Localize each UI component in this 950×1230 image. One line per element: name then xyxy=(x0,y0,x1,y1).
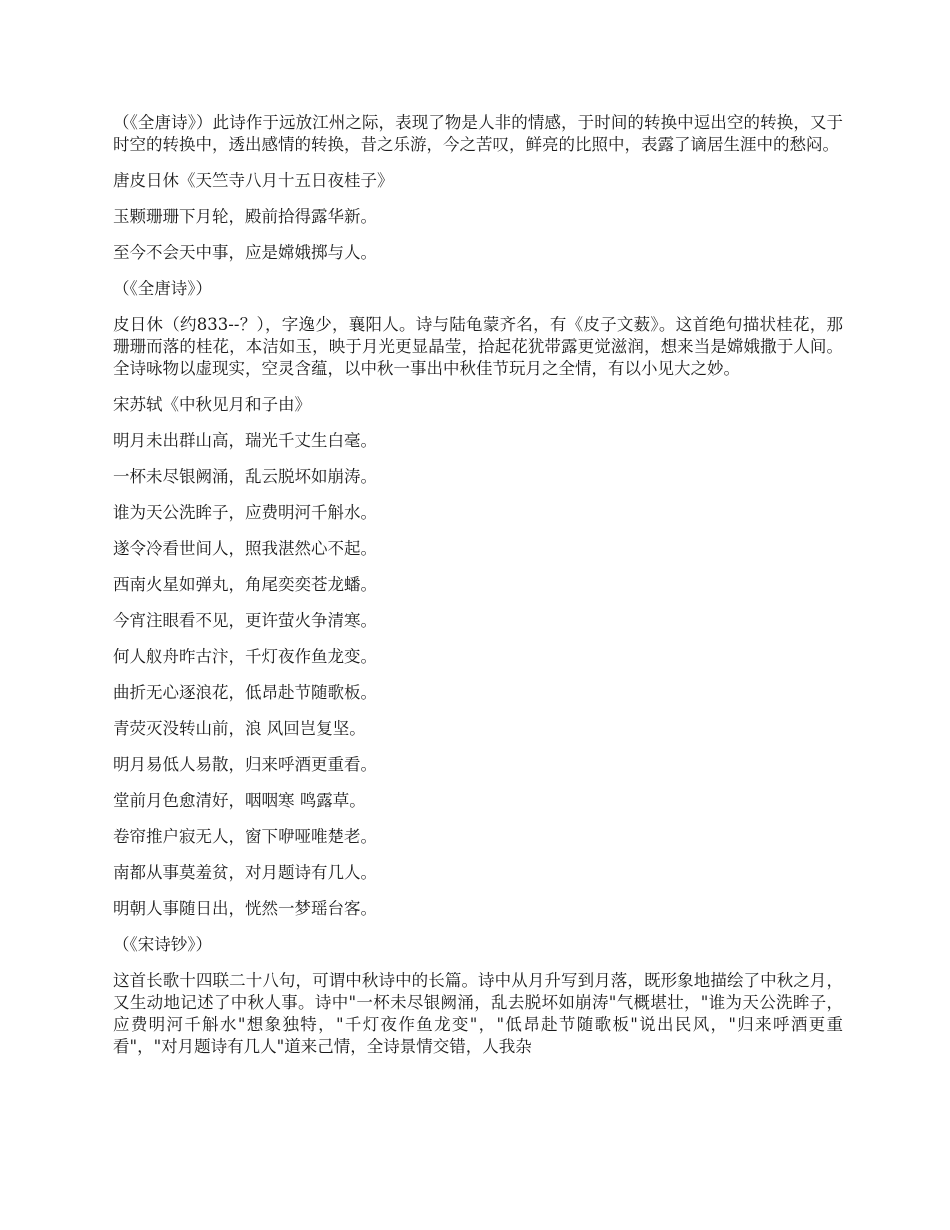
poem-line: 青荧灭没转山前，浪 风回岂复坚。 xyxy=(113,719,366,738)
paragraph-commentary-pirixiu: 皮日休（约833--？），字逸少，襄阳人。诗与陆龟蒙齐名，有《皮子文薮》。这首绝句描状桂花，那珊珊而落的桂花，本洁如玉，映于月光更显晶莹，拾起花犹带露更觉滋润，想来当是嫦娥撒于人间。全诗咏物以虚现实，空灵含蕴，以中秋一事出中秋佳节玩月之全情，有以小见大之妙。 xyxy=(113,315,843,378)
poem-title-pirixiu: 唐皮日休《天竺寺八月十五日夜桂子》 xyxy=(113,171,394,190)
poem-line: 何人舣舟昨古汴，千灯夜作鱼龙变。 xyxy=(113,647,377,666)
poem-source: （《全唐诗》） xyxy=(113,279,212,298)
poem-line: 玉颗珊珊下月轮，殿前拾得露华新。 xyxy=(113,207,377,226)
poem-line: 明月易低人易散，归来呼酒更重看。 xyxy=(113,755,377,774)
poem-line: 曲折无心逐浪花，低昂赴节随歌板。 xyxy=(113,683,377,702)
poem-line: 西南火星如弹丸，角尾奕奕苍龙蟠。 xyxy=(113,575,377,594)
poem-line: 遂令冷看世间人，照我湛然心不起。 xyxy=(113,539,377,558)
poem-line: 明月未出群山高，瑞光千丈生白毫。 xyxy=(113,431,377,450)
poem-line: 南都从事莫羞贫，对月题诗有几人。 xyxy=(113,863,377,882)
poem-line: 卷帘推户寂无人，窗下咿哑唯楚老。 xyxy=(113,827,377,846)
poem-line: 堂前月色愈清好，咽咽寒 鸣露草。 xyxy=(113,791,366,810)
poem-line: 至今不会天中事，应是嫦娥掷与人。 xyxy=(113,243,377,262)
poem-line: 明朝人事随日出，恍然一梦瑶台客。 xyxy=(113,899,377,918)
paragraph-intro: （《全唐诗》）此诗作于远放江州之际，表现了物是人非的情感，于时间的转换中逗出空的转换，又于时空的转换中，透出感情的转换，昔之乐游，今之苦叹，鲜亮的比照中，表露了谪居生涯中的愁闷。 xyxy=(113,113,843,154)
document-page xyxy=(113,112,843,1072)
poem-line: 一杯未尽银阙涌，乱云脱坏如崩涛。 xyxy=(113,467,377,486)
poem-line: 谁为天公洗眸子，应费明河千斛水。 xyxy=(113,503,377,522)
poem-title-sushi: 宋苏轼《中秋见月和子由》 xyxy=(113,395,311,414)
poem-source: （《宋诗钞》） xyxy=(113,935,212,954)
poem-line: 今宵注眼看不见，更许萤火争清寒。 xyxy=(113,611,377,630)
paragraph-commentary-sushi: 这首长歌十四联二十八句，可谓中秋诗中的长篇。诗中从月升写到月落，既形象地描绘了中秋之月，又生动地记述了中秋人事。诗中"一杯未尽银阙涌，乱去脱坏如崩涛"气概堪壮，"谁为天公洗眸子，应费明河千斛水"想象独特，"千灯夜作鱼龙变"，"低昂赴节随歌板"说出民风，"归来呼酒更重看"，"对月题诗有几人"道来己情，全诗景情交错，人我杂 xyxy=(113,971,843,1056)
